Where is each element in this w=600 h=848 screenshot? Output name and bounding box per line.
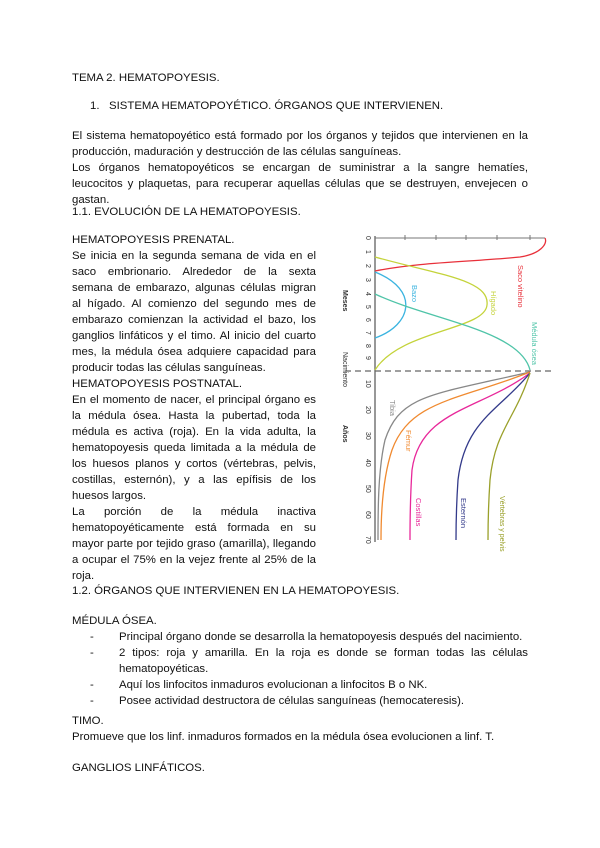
label-costillas: Costillas: [414, 498, 423, 527]
label-femur: Fémur: [404, 430, 413, 452]
timo-heading: TIMO.: [72, 715, 104, 727]
curve-higado: [375, 257, 487, 370]
month-tick: 9: [364, 356, 371, 360]
label-esternon: Esternón: [459, 498, 468, 529]
month-tick: 6: [364, 318, 371, 322]
document-title: TEMA 2. HEMATOPOYESIS.: [72, 72, 220, 84]
months-label: Meses: [341, 290, 348, 312]
curve-vertebras: [488, 373, 530, 540]
label-vertebras: Vértebras y pelvis: [498, 496, 505, 552]
curve-costillas: [410, 373, 530, 540]
year-tick: 20: [364, 406, 371, 414]
prenatal-text: Se inicia en la segunda semana de vida en el saco embrionario. Alrededor de la sexta semana de embarazo, algunas células migran al hígado. Al comienzo del segundo mes de embarazo comienzan la actividad el bazo, los ganglios linfáticos y el timo. Al inicio del cuarto mes, la médula ósea adquiere capacidad para producir todas las células sanguíneas.: [72, 250, 316, 374]
timo-text: Promueve que los linf. inmaduros formados en la médula ósea evolucionen a linf. T.: [72, 731, 495, 743]
month-tick: 7: [364, 331, 371, 335]
year-tick: 50: [364, 485, 371, 493]
list-item: - Principal órgano donde se desarrolla la hematopoyesis después del nacimiento.: [72, 629, 528, 645]
label-higado: Hígado: [489, 291, 498, 316]
label-medula-osea: Médula ósea: [530, 322, 539, 365]
timo-section: [72, 713, 528, 745]
prenatal-heading: HEMATOPOYESIS PRENATAL.: [72, 234, 235, 246]
month-tick: 2: [364, 264, 371, 268]
year-tick: 40: [364, 459, 371, 467]
list-item: - Aquí los linfocitos inmaduros evolucionan a linfocitos B o NK.: [72, 677, 528, 693]
label-bazo: Bazo: [410, 285, 419, 303]
label-tibia: Tibia: [388, 400, 397, 416]
postnatal-text-2: La porción de la médula inactiva hematopoyéticamente está formada en su mayor parte por tejido graso (amarilla), llegando a ocupar el 75% en la vejez frente al 25% de la roja.: [72, 506, 316, 582]
year-tick: 10: [364, 380, 371, 388]
list-item: - 2 tipos: roja y amarilla. En la roja es donde se forman todas las células hematopoyéticas.: [72, 645, 528, 677]
intro-paragraph: Los órganos hematopoyéticos se encargan de suministrar a la sangre hematíes, leucocitos y plaquetas, para recuperar aquellas células que se destruyen, envejecen o gastan.: [72, 162, 528, 206]
month-tick: 4: [364, 292, 371, 296]
month-tick: 3: [364, 278, 371, 282]
birth-label: Nacimiento: [341, 352, 348, 388]
list-item: - Posee actividad destructora de células sanguíneas (hemocateresis).: [72, 693, 528, 709]
ganglios-heading: GANGLIOS LINFÁTICOS.: [72, 762, 205, 774]
year-tick: 60: [364, 511, 371, 519]
month-tick: 0: [364, 236, 371, 240]
section-1-2-heading: 1.2. ÓRGANOS QUE INTERVIENEN EN LA HEMATOPOYESIS.: [72, 585, 400, 597]
month-tick: 1: [364, 250, 371, 254]
curve-medula-osea: [375, 294, 530, 370]
label-saco-vitelino: Saco vitelino: [516, 265, 525, 308]
medula-list: [72, 629, 528, 709]
month-tick: 8: [364, 344, 371, 348]
postnatal-heading: HEMATOPOYESIS POSTNATAL.: [72, 378, 243, 390]
section-1-heading: 1. SISTEMA HEMATOPOYÉTICO. ÓRGANOS QUE INTERVIENEN.: [90, 100, 444, 112]
medula-heading: MÉDULA ÓSEA.: [72, 615, 157, 627]
years-label: Años: [341, 425, 348, 443]
medula-osea-section: [72, 613, 528, 709]
year-tick: 30: [364, 432, 371, 440]
intro-paragraph: El sistema hematopoyético está formado por los órganos y tejidos que intervienen en la producción, maduración y destrucción de las células sanguíneas.: [72, 130, 528, 158]
section-1-1-heading: 1.1. EVOLUCIÓN DE LA HEMATOPOYESIS.: [72, 206, 301, 218]
postnatal-text: En el momento de nacer, el principal órgano es la médula ósea. Hasta la pubertad, toda la médula es activa (roja). En la vida adulta, la hematopoyesis queda limitada a la médula de los huesos planos y cortos (vértebras, pelvis, costillas, esternón), y a las epífisis de los huesos largos.: [72, 394, 316, 502]
month-tick: 5: [364, 305, 371, 309]
year-tick: 70: [364, 536, 371, 544]
